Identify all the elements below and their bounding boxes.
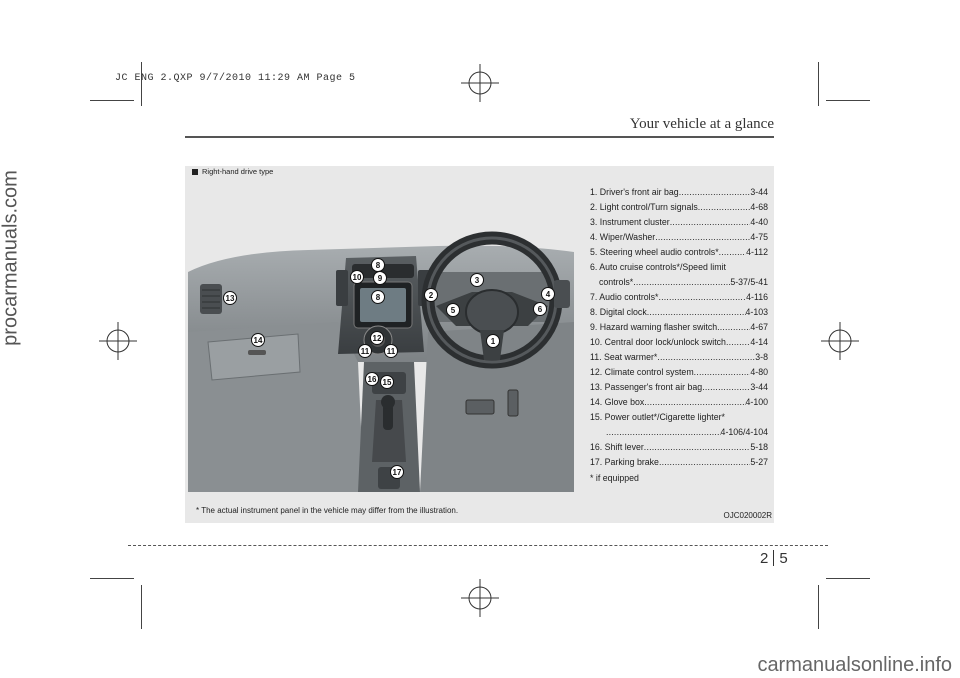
callout-number: 14 [253, 336, 263, 345]
legend-item-label: 2. Light control/Turn signals [590, 202, 698, 212]
callout-number: 6 [537, 305, 543, 314]
legend-item [590, 245, 768, 260]
callout-number: 8 [375, 261, 381, 270]
callout-number: 1 [490, 337, 496, 346]
callout-number: 16 [367, 375, 377, 384]
callout-number: 15 [382, 378, 392, 387]
legend-item-continuation [590, 425, 768, 440]
leader-dots [655, 230, 750, 245]
leader-dots [694, 365, 751, 380]
legend-item [590, 455, 768, 470]
print-slug: JC ENG 2.QXP 9/7/2010 11:29 AM Page 5 [115, 73, 356, 84]
legend-item-page: 4-68 [750, 202, 768, 212]
legend-item-label: 16. Shift lever [590, 442, 644, 452]
legend-item-page: 3-44 [750, 187, 768, 197]
legend-list [590, 185, 768, 486]
legend-item-label: 13. Passenger's front air bag [590, 382, 703, 392]
drive-type-label [192, 167, 273, 176]
legend-item [590, 185, 768, 200]
legend-item-label: 1. Driver's front air bag [590, 187, 679, 197]
legend-item-page: 3-44 [750, 382, 768, 392]
callout-number: 4 [545, 290, 551, 299]
chapter-number: 2 [760, 550, 769, 567]
page-number [760, 550, 788, 567]
callout-number: 11 [386, 347, 396, 356]
legend-item-label: 7. Audio controls* [590, 292, 659, 302]
legend-item [590, 395, 768, 410]
figure-code: OJC020002R [723, 511, 772, 520]
legend-item-label: 12. Climate control system [590, 367, 694, 377]
leader-dots [606, 425, 721, 440]
leader-dots [647, 305, 746, 320]
callout-number: 12 [372, 334, 382, 343]
legend-item [590, 290, 768, 305]
legend-item [590, 440, 768, 455]
leader-dots [633, 275, 730, 290]
legend-item-page: 5-27 [750, 457, 768, 467]
callout-number: 13 [225, 294, 235, 303]
leader-dots [719, 245, 747, 260]
callout-number: 2 [428, 291, 434, 300]
drive-type-text: Right-hand drive type [202, 167, 274, 176]
leader-dots [644, 440, 751, 455]
legend-note: * if equipped [590, 473, 639, 483]
figure-disclaimer: * The actual instrument panel in the vehicle may differ from the illustration. [196, 506, 459, 515]
leader-dots [659, 455, 750, 470]
callout-number: 3 [474, 276, 480, 285]
legend-item-label: controls* [599, 277, 634, 287]
callout-number: 5 [450, 306, 456, 315]
legend-item-page: 5-37/5-41 [730, 277, 768, 287]
legend-item-label: 4. Wiper/Washer [590, 232, 656, 242]
legend-item-page: 5-18 [750, 442, 768, 452]
legend-item-page: 4-80 [750, 367, 768, 377]
legend-item-label: 10. Central door lock/unlock switch [590, 337, 726, 347]
legend-item-page: 4-40 [750, 217, 768, 227]
legend-item [590, 350, 768, 365]
side-watermark-text: procarmanuals.com [0, 170, 22, 346]
legend-item-label: 11. Seat warmer* [590, 352, 658, 362]
legend-item-label: 8. Digital clock [590, 307, 647, 317]
square-bullet-icon [192, 169, 198, 175]
page-number-separator [773, 550, 774, 566]
callout-number: 8 [375, 293, 381, 302]
legend-item [590, 305, 768, 320]
legend-item-label: 9. Hazard warning flasher switch [590, 322, 718, 332]
bottom-watermark: carmanualsonline.info [757, 654, 952, 676]
legend-item-label: 15. Power outlet*/Cigarette lighter* [590, 412, 725, 422]
leader-dots [670, 215, 751, 230]
page-number-value: 5 [779, 550, 788, 567]
page-title: Your vehicle at a glance [629, 116, 774, 132]
leader-dots [702, 380, 750, 395]
legend-item [590, 365, 768, 380]
legend-item [590, 200, 768, 215]
dashboard-illustration [188, 222, 574, 492]
leader-dots [698, 200, 751, 215]
legend-item [590, 320, 768, 335]
footer-rule [128, 545, 828, 546]
leader-dots [658, 290, 746, 305]
legend-item-page: 3-8 [755, 352, 768, 362]
leader-dots [657, 350, 755, 365]
legend-item-page: 4-14 [750, 337, 768, 347]
legend-item-page: 4-75 [750, 232, 768, 242]
legend-item-page: 4-116 [746, 292, 768, 302]
legend-item-label: 3. Instrument cluster [590, 217, 670, 227]
legend-item [590, 260, 768, 275]
leader-dots [717, 320, 750, 335]
header-rule [185, 136, 774, 138]
legend-item-label: 14. Glove box [590, 397, 645, 407]
legend-item-label: 17. Parking brake [590, 457, 659, 467]
leader-dots [726, 335, 750, 350]
callout-number: 10 [352, 273, 362, 282]
legend-item-page: 4-103 [745, 307, 768, 317]
side-watermark [0, 0, 24, 678]
legend-item-label: 5. Steering wheel audio controls* [590, 247, 719, 257]
callout-number: 9 [377, 274, 383, 283]
legend-item [590, 230, 768, 245]
legend-item-continuation [590, 275, 768, 290]
callout-number: 17 [392, 468, 402, 477]
legend-item-page: 4-106/4-104 [720, 427, 768, 437]
legend-item-page: 4-100 [745, 397, 768, 407]
legend-item-label: 6. Auto cruise controls*/Speed limit [590, 262, 726, 272]
callout-number: 11 [360, 347, 370, 356]
leader-dots [644, 395, 745, 410]
legend-item-page: 4-67 [750, 322, 768, 332]
leader-dots [679, 185, 751, 200]
legend-item [590, 380, 768, 395]
legend-item [590, 335, 768, 350]
legend-item [590, 410, 768, 425]
legend-item-page: 4-112 [746, 247, 768, 257]
legend-item [590, 215, 768, 230]
